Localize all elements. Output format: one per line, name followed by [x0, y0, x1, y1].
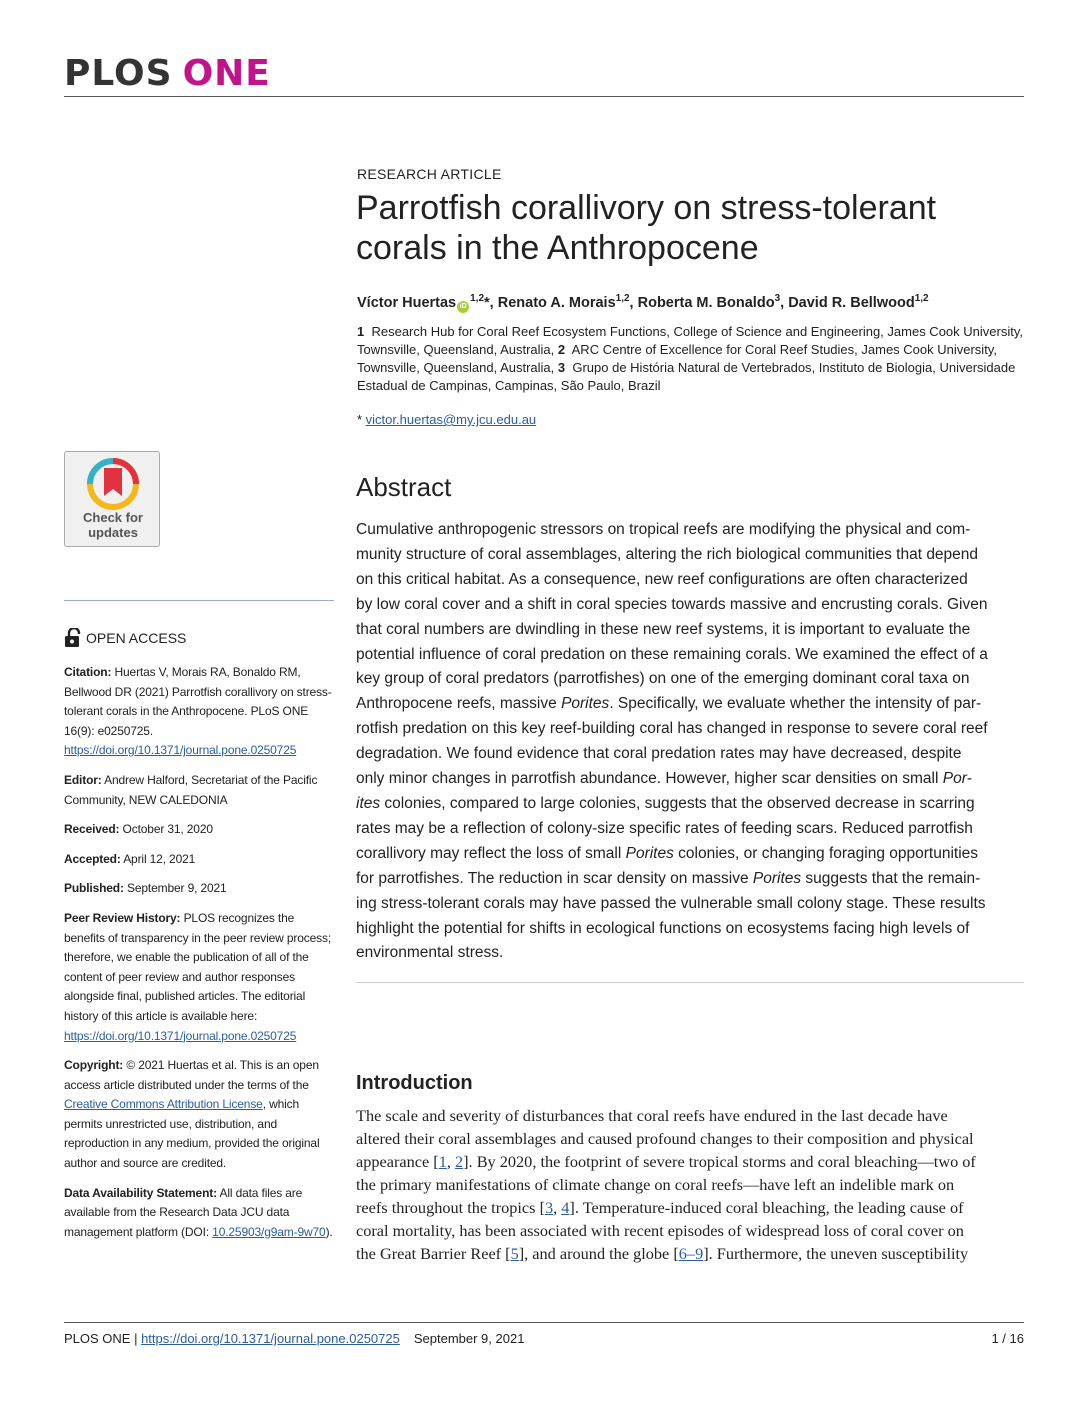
abstract-line — [356, 643, 1024, 668]
abstract-line — [356, 667, 1024, 692]
accepted-block — [64, 850, 336, 870]
introduction-text: . By 2020, the footprint of severe tropical storms and coral bleaching—two of — [468, 1152, 976, 1171]
abstract-text: rotfish predation on this key reef-building coral has changed in response to severe coral reef — [356, 720, 988, 738]
abstract-text: that coral numbers are dwindling in these new reef systems, it is important to evaluate the — [356, 620, 971, 638]
article-info-sidebar — [64, 663, 336, 1252]
published-block — [64, 879, 336, 899]
copyright-block — [64, 1056, 336, 1174]
page-footer — [64, 1331, 524, 1346]
received-date: October 31, 2020 — [122, 822, 213, 837]
abstract-line — [356, 717, 1024, 742]
data-availability-text: All data files are available from the Research Data JCU data management platform (DOI: — [64, 1185, 303, 1239]
received-label: Received: — [64, 822, 120, 837]
copyright-text: © 2021 Huertas et al. This is an open access article distributed under the terms of the — [64, 1058, 319, 1092]
open-access-badge — [64, 628, 186, 648]
article-type-label: RESEARCH ARTICLE — [357, 166, 502, 182]
abstract-line — [356, 593, 1024, 618]
abstract-text: corallivory may reflect the loss of small — [356, 844, 626, 862]
accepted-date: April 12, 2021 — [123, 851, 196, 866]
article-title: Parrotfish corallivory on stress-tolerant corals in the Anthropocene — [356, 189, 937, 267]
abstract-text: environmental stress. — [356, 944, 504, 962]
abstract-text: Anthropocene reefs, massive — [356, 695, 562, 713]
abstract-text: on this critical habitat. As a consequence, new reef configurations are often characterized — [356, 570, 968, 588]
page-number: 1 / 16 — [991, 1331, 1024, 1346]
abstract-text: highlight the potential for shifts in ecological functions on ecosystems facing high levels of — [356, 919, 970, 937]
author-name: Víctor Huertas — [357, 294, 457, 311]
author-affiliation-marker: 1,2 — [615, 293, 630, 304]
copyright-label: Copyright: — [64, 1058, 124, 1073]
italic-term: Porites — [752, 869, 802, 887]
abstract-line — [356, 792, 1024, 817]
reference-link[interactable]: 6–9 — [678, 1244, 704, 1263]
abstract-text: colonies, or changing foraging opportunities — [673, 844, 979, 862]
check-for-updates-badge[interactable] — [64, 451, 160, 547]
introduction-text: , — [553, 1198, 562, 1217]
introduction-text: , — [446, 1152, 455, 1171]
abstract-line — [356, 941, 1024, 966]
abstract-text: by low coral cover and a shift in coral species towards massive and encrusting corals. Given — [356, 595, 988, 613]
author-name: Roberta M. Bonaldo — [637, 294, 775, 311]
abstract-line — [356, 867, 1024, 892]
data-doi-link[interactable]: 10.25903/g9am-9w70 — [212, 1224, 326, 1239]
peer-review-link[interactable]: https://doi.org/10.1371/journal.pone.0250725 — [64, 1028, 297, 1043]
introduction-text: reefs throughout the tropics — [356, 1198, 540, 1217]
citation-bracket: ] — [569, 1198, 575, 1217]
published-label: Published: — [64, 881, 124, 896]
affiliation-text: ARC Centre of Excellence for Coral Reef Studies, James Cook University, Townsville, Queensland, Australia, — [357, 342, 997, 375]
author-list — [357, 288, 1027, 314]
introduction-line — [356, 1150, 1028, 1173]
abstract-text: munity structure of coral assemblages, altering the rich biological communities that depend — [356, 545, 979, 563]
abstract-line — [356, 692, 1024, 717]
author-affiliation-marker: 3 — [774, 293, 781, 304]
italic-term: Por- — [942, 770, 972, 788]
sidebar-divider — [64, 600, 334, 601]
introduction-text: altered their coral assemblages and caused profound changes to their composition and physical — [356, 1129, 974, 1148]
abstract-line — [356, 917, 1024, 942]
abstract-text: colonies, compared to large colonies, suggests that the observed decrease in scarring — [380, 794, 975, 812]
abstract-text: key group of coral predators (parrotfishes) on one of the emerging dominant coral taxa on — [356, 670, 970, 688]
introduction-text: appearance — [356, 1152, 434, 1171]
plos-one-logo[interactable] — [64, 54, 271, 94]
footer-divider — [64, 1322, 1024, 1323]
citation-bracket: ] — [463, 1152, 469, 1171]
abstract-text: Cumulative anthropogenic stressors on tropical reefs are modifying the physical and com- — [356, 521, 971, 538]
author-affiliation-marker: 1,2 — [914, 293, 929, 304]
received-block — [64, 820, 336, 840]
abstract-text: potential influence of coral predation on these remaining corals. We examined the effect of a — [356, 645, 988, 663]
orcid-icon[interactable]: iD — [457, 301, 469, 313]
published-date: September 9, 2021 — [127, 881, 227, 896]
reference-link[interactable]: 4 — [561, 1198, 570, 1217]
introduction-text: . Temperature-induced coral bleaching, the leading cause of — [574, 1198, 964, 1217]
footer-journal-name: PLOS ONE — [64, 1331, 131, 1346]
introduction-heading: Introduction — [356, 1072, 473, 1094]
abstract-line — [356, 767, 1024, 792]
check-updates-label: Check for updates — [83, 510, 143, 540]
abstract-line — [356, 817, 1024, 842]
citation-bracket: [ — [673, 1244, 679, 1263]
citation-bracket: [ — [539, 1198, 545, 1217]
abstract-text: rates may be a reflection of colony-size specific rates of feeding scars. Reduced parrotfish — [356, 819, 973, 837]
abstract-line — [356, 543, 1024, 568]
author-name: Renato A. Morais — [497, 294, 616, 311]
introduction-line — [356, 1127, 1028, 1150]
abstract-line — [356, 518, 1024, 543]
introduction-text: the primary manifestations of climate change on coral reefs—have left an indelible mark on — [356, 1175, 955, 1194]
peer-review-text: PLOS recognizes the benefits of transparency in the peer review process; therefore, we enable the publication of all of the content of peer review and author responses alongside final, published articles. The editorial history of this article is available here: — [64, 910, 332, 1023]
abstract-line — [356, 892, 1024, 917]
data-availability-block — [64, 1184, 336, 1243]
affiliations — [357, 323, 1023, 395]
affiliation-number: 3 — [557, 360, 566, 375]
footer-separator: | — [130, 1331, 142, 1346]
editor-label: Editor: — [64, 772, 102, 787]
introduction-body — [356, 1104, 1028, 1265]
accepted-label: Accepted: — [64, 851, 121, 866]
italic-term: Porites — [625, 844, 674, 862]
citation-text: Huertas V, Morais RA, Bonaldo RM, Bellwood DR (2021) Parrotfish corallivory on stress-tolerant corals in the Anthropocene. PLoS ONE 16(9): e0250725. — [64, 665, 332, 738]
data-availability-label: Data Availability Statement: — [64, 1185, 217, 1200]
reference-link[interactable]: 3 — [545, 1198, 554, 1217]
affiliation-text: Grupo de História Natural de Vertebrados, Instituto de Biologia, Universidade Estadual de Campinas, Campinas, São Paulo, Brazil — [357, 360, 1016, 393]
peer-review-label: Peer Review History: — [64, 910, 181, 925]
introduction-line — [356, 1173, 1028, 1196]
abstract-divider — [356, 982, 1024, 983]
introduction-line — [356, 1219, 1028, 1242]
introduction-text: the Great Barrier Reef — [356, 1244, 506, 1263]
copyright-text-end: , which permits unrestricted use, distribution, and reproduction in any medium, provided the original author and source are credited. — [64, 1097, 320, 1171]
abstract-text: only minor changes in parrotfish abundance. However, higher scar densities on small — [356, 770, 943, 788]
editor-text: Andrew Halford, Secretariat of the Pacific Community, NEW CALEDONIA — [64, 772, 318, 807]
check-updates-icon — [87, 458, 139, 510]
open-lock-icon — [64, 628, 82, 648]
open-access-label: OPEN ACCESS — [86, 630, 187, 646]
citation-block — [64, 663, 336, 761]
reference-link[interactable]: 2 — [454, 1152, 464, 1171]
citation-bracket: [ — [505, 1244, 511, 1263]
abstract-heading: Abstract — [356, 472, 452, 502]
reference-link[interactable]: 5 — [510, 1244, 519, 1263]
editor-block — [64, 771, 336, 810]
introduction-text: The scale and severity of disturbances that coral reefs have endured in the last decade have — [356, 1106, 948, 1125]
abstract-text: . Specifically, we evaluate whether the intensity of par- — [609, 695, 982, 713]
footer-date: September 9, 2021 — [413, 1331, 525, 1346]
abstract-line — [356, 842, 1024, 867]
introduction-text: . Furthermore, the uneven susceptibility — [708, 1244, 969, 1263]
abstract-text: degradation. We found evidence that coral predation rates may have decreased, despite — [356, 745, 962, 763]
logo-plos-text: PLOS — [64, 53, 173, 94]
license-link[interactable]: Creative Commons Attribution License — [64, 1097, 263, 1112]
data-availability-text-end: ). — [325, 1224, 333, 1239]
citation-bracket: [ — [433, 1152, 439, 1171]
abstract-line — [356, 568, 1024, 593]
corresponding-email-line — [357, 412, 536, 427]
author-affiliation-marker: 1,2 — [470, 293, 485, 304]
header-divider — [64, 96, 1024, 97]
introduction-line — [356, 1196, 1028, 1219]
introduction-line — [356, 1104, 1028, 1127]
citation-doi-link[interactable]: https://doi.org/10.1371/journal.pone.0250725 — [64, 743, 297, 758]
abstract-text: ing stress-tolerant corals may have passed the vulnerable small colony stage. These results — [356, 894, 986, 912]
abstract-line — [356, 742, 1024, 767]
abstract-text: for parrotfishes. The reduction in scar density on massive — [356, 869, 753, 887]
citation-bracket: ] — [703, 1244, 709, 1263]
citation-bracket: ] — [518, 1244, 525, 1263]
peer-review-block — [64, 909, 336, 1046]
introduction-line — [356, 1242, 1028, 1265]
italic-term: ites — [356, 794, 381, 812]
email-link[interactable]: victor.huertas@my.jcu.edu.au — [365, 412, 537, 427]
abstract-line — [356, 618, 1024, 643]
reference-link[interactable]: 1 — [438, 1152, 447, 1171]
author-name: David R. Bellwood — [788, 294, 915, 311]
citation-label: Citation: — [64, 665, 112, 679]
abstract-text: suggests that the remain- — [801, 869, 981, 887]
introduction-text: , and around the globe — [524, 1244, 674, 1263]
italic-term: Porites — [561, 695, 610, 713]
affiliation-number: 1 — [357, 324, 365, 339]
affiliation-text: Research Hub for Coral Reef Ecosystem Functions, College of Science and Engineering, James Cook University, Townsville, Queensland, Australia, — [357, 324, 1023, 357]
introduction-text: coral mortality, has been associated with recent episodes of widespread loss of coral cover on — [356, 1221, 964, 1240]
author-separator: , — [780, 294, 789, 311]
abstract-body — [356, 518, 1024, 966]
email-prefix: * — [357, 412, 366, 427]
footer-doi-link[interactable]: https://doi.org/10.1371/journal.pone.0250725 — [141, 1331, 400, 1346]
logo-one-text: ONE — [182, 53, 271, 94]
author-separator: , — [629, 294, 638, 311]
author-separator: *, — [484, 294, 498, 311]
affiliation-number: 2 — [557, 342, 566, 357]
